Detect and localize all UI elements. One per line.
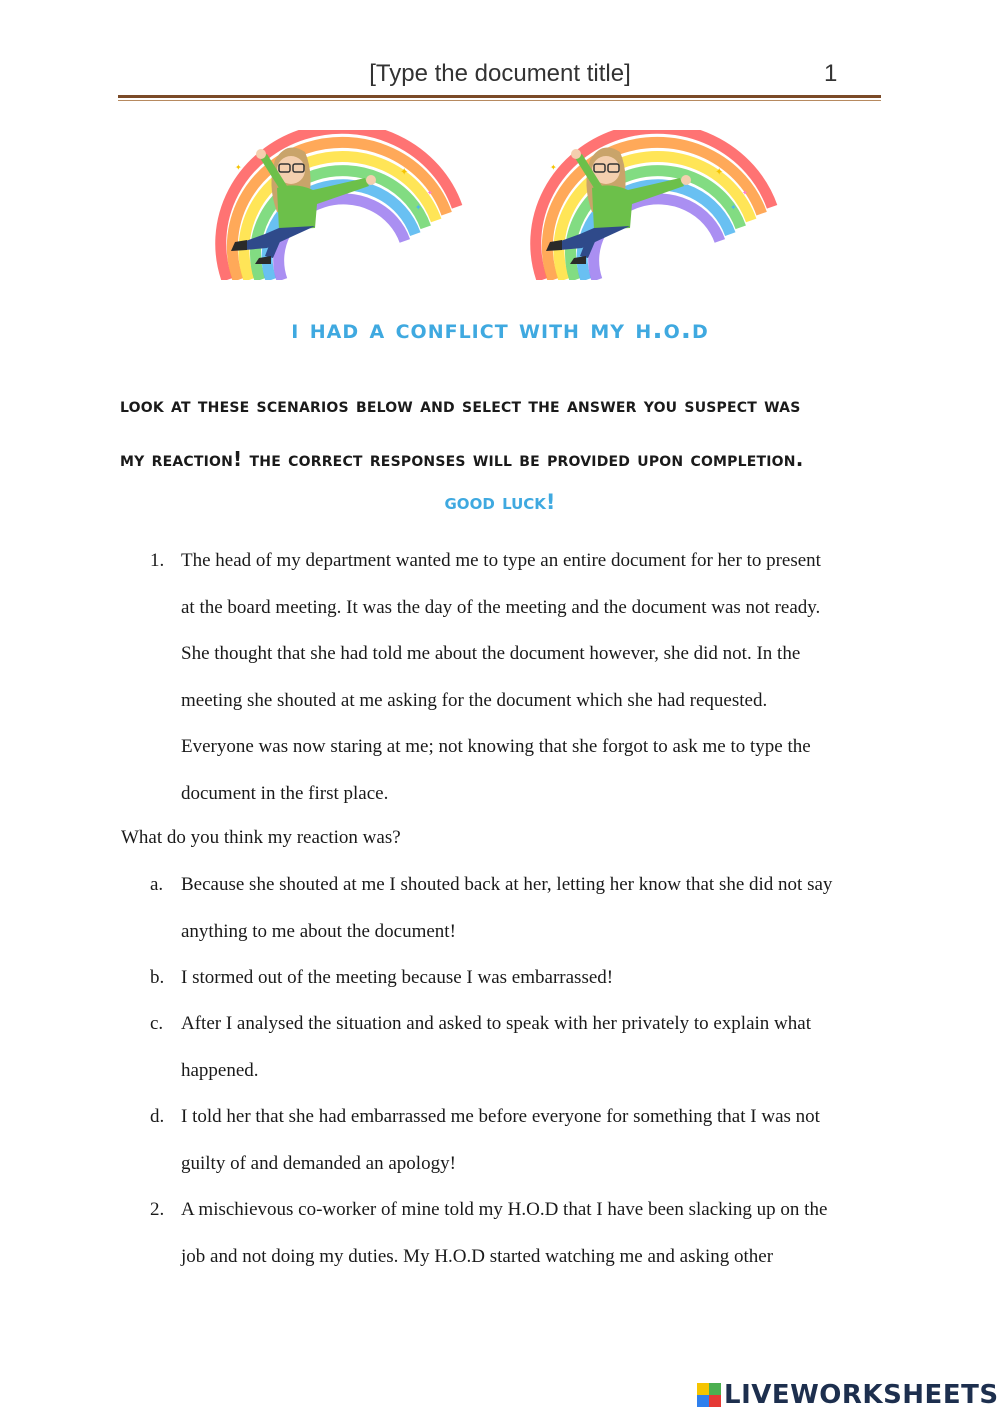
option-letter: b. — [150, 967, 165, 988]
option-text — [181, 862, 881, 955]
svg-text:✦: ✦ — [415, 203, 422, 212]
scenario-line: at the board meeting. It was the day of the meeting and the document was not ready. — [181, 596, 821, 618]
instructions-line: look at these scenarios below and select the answer you suspect was — [120, 393, 801, 417]
scenario-line: A mischievous co-worker of mine told my H.O.D that I have been slacking up on the — [181, 1199, 828, 1220]
svg-text:✦: ✦ — [235, 163, 242, 172]
good-luck-text: good luck! — [444, 490, 556, 514]
option-letter: a. — [150, 874, 164, 895]
option-line: happened. — [181, 1059, 259, 1081]
logo-square — [697, 1383, 709, 1395]
instructions — [120, 378, 890, 486]
page-number: 1 — [824, 60, 838, 87]
scenario-number: 1. — [150, 550, 165, 571]
scenario-number: 2. — [150, 1199, 165, 1220]
instructions-line: my reaction! the correct responses will be provided upon completion. — [120, 447, 804, 471]
question-prompt: What do you think my reaction was? — [121, 827, 401, 848]
scenario-line: job and not doing my duties. My H.O.D started watching me and asking other — [181, 1245, 774, 1267]
logo-square — [709, 1395, 721, 1407]
liveworksheets-logo[interactable] — [697, 1378, 999, 1412]
rainbow-character-illustration — [520, 130, 810, 280]
option-line: After I analysed the situation and asked to speak with her privately to explain what — [181, 1013, 811, 1034]
scenario-text — [181, 538, 881, 817]
option-text — [181, 1094, 881, 1187]
svg-text:✦: ✦ — [427, 189, 433, 197]
option-line: Because she shouted at me I shouted back at her, letting her know that she did not say — [181, 874, 833, 895]
svg-text:✦: ✦ — [715, 167, 724, 178]
option-text — [181, 1001, 881, 1094]
option-line: guilty of and demanded an apology! — [181, 1152, 456, 1174]
svg-text:✦: ✦ — [550, 163, 557, 172]
svg-text:✦: ✦ — [400, 167, 409, 178]
option-line: anything to me about the document! — [181, 920, 456, 942]
worksheet-title: i had a conflict with my h.o.d — [291, 314, 709, 345]
option-line: I told her that she had embarrassed me before everyone for something that I was not — [181, 1106, 820, 1127]
option-text — [181, 955, 881, 1002]
logo-square — [709, 1383, 721, 1395]
logo-square — [697, 1395, 709, 1407]
header-rule — [118, 95, 881, 98]
logo-mark-icon — [697, 1383, 721, 1407]
scenario-line: document in the first place. — [181, 782, 389, 804]
scenario-line: meeting she shouted at me asking for the document which she had requested. — [181, 689, 768, 711]
option-letter: c. — [150, 1013, 164, 1034]
rainbow-character-illustration — [205, 130, 495, 280]
svg-text:✦: ✦ — [742, 189, 748, 197]
svg-text:✦: ✦ — [730, 203, 737, 212]
option-letter: d. — [150, 1106, 165, 1127]
scenario-line: The head of my department wanted me to type an entire document for her to present — [181, 550, 821, 571]
header-rule-thin — [118, 100, 881, 101]
logo-text: LIVEWORKSHEETS — [724, 1380, 999, 1410]
scenario-text — [181, 1187, 881, 1280]
option-line: I stormed out of the meeting because I was embarrassed! — [181, 967, 614, 988]
header-title: [Type the document title] — [369, 60, 631, 87]
scenario-line: She thought that she had told me about the document however, she did not. In the — [181, 643, 801, 664]
scenario-line: Everyone was now staring at me; not knowing that she forgot to ask me to type the — [181, 736, 811, 757]
